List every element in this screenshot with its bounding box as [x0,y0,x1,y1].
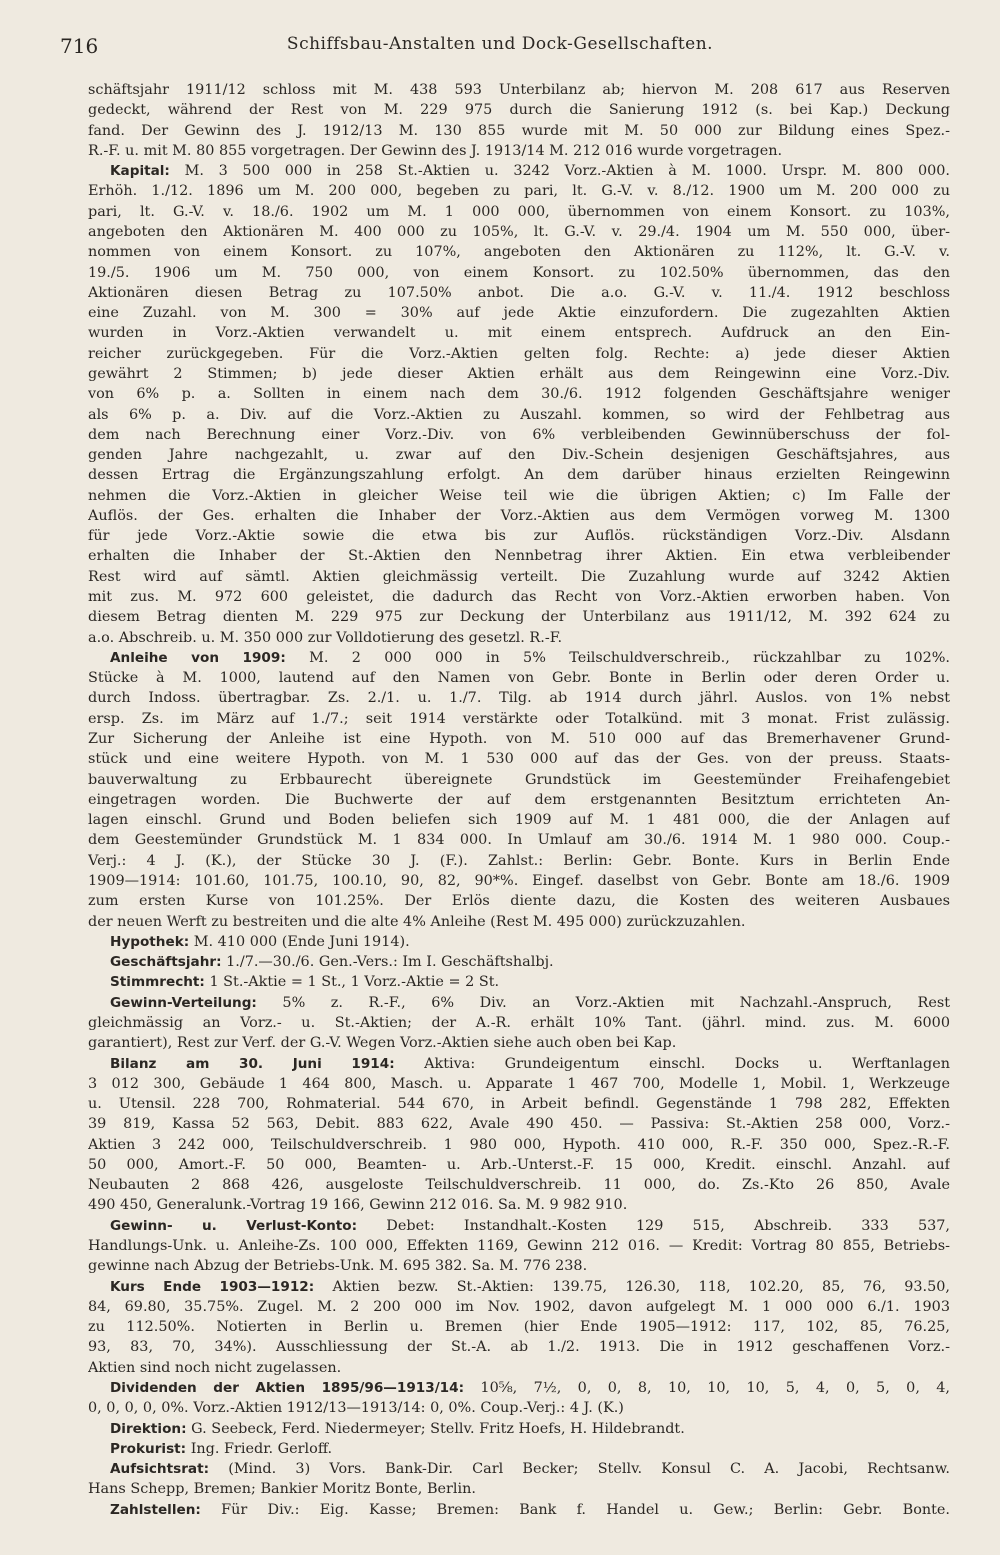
line-text: Ing. Friedr. Gerloff. [190,1440,333,1457]
line-text: M. 2 000 000 in 5% Teilschuldverschreib., rückzahlbar zu 102%. [309,649,950,666]
line-text: angeboten den Aktionären M. 400 000 zu 105%, lt. G.-V. v. 29./4. 1904 um M. 550 000, über- [88,223,950,240]
line-text: diesem Betrag dienten M. 229 975 zur Deckung der Unterbilanz aus 1911/12, M. 392 624 zu [88,609,950,626]
text-line [88,384,950,404]
line-text: eingetragen worden. Die Buchwerte der auf dem erstgenannten Besitztum errichteten An- [88,791,950,808]
section-keyword: Prokurist: [110,1440,187,1457]
text-line [88,607,950,627]
body-text [88,80,950,1520]
text-line [88,425,950,445]
text-line [88,628,950,648]
line-text: M. 410 000 (Ende Juni 1914). [193,933,410,950]
text-line [88,1277,950,1297]
text-line [88,587,950,607]
text-line [88,871,950,891]
text-line [88,749,950,769]
line-text: 0, 0, 0, 0, 0%. Vorz.-Aktien 1912/13—1913/14: 0, 0%. Coup.-Verj.: 4 J. (K.) [88,1400,624,1417]
page-header [0,34,1000,62]
line-text: M. 3 500 000 in 258 St.-Aktien u. 3242 Vorz.-Aktien à M. 1000. Urspr. M. 800 000. [184,163,950,180]
section-keyword: Kapital: [110,163,170,180]
text-line [88,891,950,911]
line-text: garantiert), Rest zur Verf. der G.-V. Wegen Vorz.-Aktien siehe auch oben bei Kap. [88,1035,677,1052]
line-text: gedeckt, während der Rest von M. 229 975 durch die Sanierung 1912 (s. bei Kap.) Deckung [88,102,950,119]
text-line [88,1317,950,1337]
text-line [88,344,950,364]
line-text: Für Div.: Eig. Kasse; Bremen: Bank f. Handel u. Gew.; Berlin: Gebr. Bonte. [221,1501,950,1518]
text-line [88,526,950,546]
text-line [88,546,950,566]
text-line [88,770,950,790]
text-line [88,1236,950,1256]
line-text: Aktien bezw. St.-Aktien: 139.75, 126.30, 118, 102.20, 85, 76, 93.50, [332,1278,950,1295]
text-line [88,567,950,587]
text-line [88,405,950,425]
text-line [88,161,950,181]
line-text: gewährt 2 Stimmen; b) jede dieser Aktien erhält aus dem Reingewinn eine Vorz.-Div. [88,365,950,382]
line-text: 84, 69.80, 35.75%. Zugel. M. 2 200 000 im Nov. 1902, davon aufgelegt M. 1 000 000 6./1. 1903 [88,1298,950,1315]
line-text: Aktien sind noch nicht zugelassen. [88,1359,342,1376]
text-line [88,668,950,688]
text-line [88,1256,950,1276]
text-line [88,242,950,262]
text-line [88,1216,950,1236]
line-text: 1./7.—30./6. Gen.-Vers.: Im I. Geschäftshalbj. [226,954,554,971]
line-text: Debet: Instandhalt.-Kosten 129 515, Abschreib. 333 537, [386,1217,950,1234]
text-line [88,181,950,201]
line-text: 93, 83, 70, 34%). Ausschliessung der St.-A. ab 1./2. 1913. Die in 1912 geschaffenen Vorz.- [88,1339,950,1356]
text-line [88,121,950,141]
text-line [88,222,950,242]
page-number: 716 [60,34,99,58]
text-line [88,932,950,952]
text-line [88,648,950,668]
text-line [88,303,950,323]
line-text: Zur Sicherung der Anleihe ist eine Hypoth. von M. 510 000 auf das Bremerhavener Grund- [88,731,950,747]
text-line [88,1195,950,1215]
line-text: Erhöh. 1./12. 1896 um M. 200 000, begeben zu pari, lt. G.-V. v. 8./12. 1900 um M. 200 000 zu [88,183,950,200]
text-line [88,1297,950,1317]
line-text: (Mind. 3) Vors. Bank-Dir. Carl Becker; Stellv. Konsul C. A. Jacobi, Rechtsanw. [228,1461,950,1478]
line-text: 39 819, Kassa 52 563, Debit. 883 622, Avale 490 450. — Passiva: St.-Aktien 258 000, Vorz.- [88,1116,950,1133]
text-line [88,810,950,830]
line-text: schäftsjahr 1911/12 schloss mit M. 438 593 Unterbilanz ab; hiervon M. 208 617 aus Reserven [88,82,950,98]
text-line [88,100,950,120]
line-text: dessen Ertrag die Ergänzungszahlung erfolgt. An dem darüber hinaus erzielten Reingewinn [88,467,950,484]
text-line [88,1013,950,1033]
line-text: nehmen die Vorz.-Aktien in gleicher Weise teil wie die übrigen Aktien; c) Im Falle der [88,487,950,504]
line-text: genden Jahre nachgezahlt, u. zwar auf den Div.-Schein desjenigen Geschäftsjahres, aus [88,447,950,464]
line-text: Handlungs-Unk. u. Anleihe-Zs. 100 000, Effekten 1169, Gewinn 212 016. — Kredit: Vortrag 80 855, Betriebs- [88,1238,950,1255]
line-text: Hans Schepp, Bremen; Bankier Moritz Bonte, Berlin. [88,1481,476,1498]
text-line [88,202,950,222]
line-text: Aktionären diesen Betrag zu 107.50% anbot. Die a.o. G.-V. v. 11./4. 1912 beschloss [88,284,950,301]
section-keyword: Direktion: [110,1420,187,1437]
text-line [88,1175,950,1195]
line-text: Aktiva: Grundeigentum einschl. Docks u. Werftanlagen [424,1055,950,1072]
line-text: reicher zurückgegeben. Für die Vorz.-Aktien gelten folg. Rechte: a) jede dieser Aktien [88,345,950,362]
line-text: mit zus. M. 972 600 geleistet, die dadurch das Recht von Vorz.-Aktien erworben haben. Von [88,589,950,606]
text-line [88,952,950,972]
text-line [88,1439,950,1459]
section-keyword: Kurs Ende 1903—1912: [110,1278,315,1295]
line-text: ersp. Zs. im März auf 1./7.; seit 1914 verstärkte oder Totalkünd. mit 3 monat. Frist zulässig. [88,710,950,727]
section-keyword: Geschäftsjahr: [110,954,222,971]
line-text: gleichmässig an Vorz.- u. St.-Aktien; der A.-R. erhält 10% Tant. (jährl. mind. zus. M. 6000 [88,1014,950,1031]
section-keyword: Hypothek: [110,933,190,950]
text-line [88,993,950,1013]
section-keyword: Zahlstellen: [110,1501,201,1518]
text-line [88,1155,950,1175]
line-text: bauverwaltung zu Erbbaurecht übereignete Grundstück im Geestemünder Freihafengebiet [88,771,950,788]
line-text: erhalten die Inhaber der St.-Aktien den Nennbetrag ihrer Aktien. Ein etwa verbleibender [88,548,950,565]
text-line [88,729,950,749]
line-text: eine Zuzahl. von M. 300 = 30% auf jede Aktie einzufordern. Die zugezahlten Aktien [88,305,950,322]
text-line [88,709,950,729]
line-text: G. Seebeck, Ferd. Niedermeyer; Stellv. Fritz Hoefs, H. Hildebrandt. [191,1420,685,1437]
line-text: pari, lt. G.-V. v. 18./6. 1902 um M. 1 000 000, übernommen von einem Konsort. zu 103%, [88,203,950,220]
text-line [88,1337,950,1357]
line-text: fand. Der Gewinn des J. 1912/13 M. 130 855 wurde mit M. 50 000 zur Bildung eines Spez.- [88,122,950,139]
line-text: 1909—1914: 101.60, 101.75, 100.10, 90, 82, 90*%. Eingef. daselbst von Gebr. Bonte am 18./6. 1909 [88,872,950,889]
line-text: nommen von einem Konsort. zu 107%, angeboten den Aktionären zu 112%, lt. G.-V. v. [88,244,950,261]
line-text: Auflös. der Ges. erhalten die Inhaber der Vorz.-Aktien aus dem Vermögen vorweg M. 1300 [88,507,950,524]
line-text: 1 St.-Aktie = 1 St., 1 Vorz.-Aktie = 2 St. [209,974,500,991]
line-text: von 6% p. a. Sollten in einem nach dem 30./6. 1912 folgenden Geschäftsjahre weniger [88,386,950,403]
text-line [88,283,950,303]
line-text: lagen einschl. Grund und Boden beliefen sich 1909 auf M. 1 481 000, die der Anlagen auf [88,812,950,829]
line-text: 490 450, Generalunk.-Vortrag 19 166, Gewinn 212 016. Sa. M. 9 982 910. [88,1197,628,1214]
text-line [88,1094,950,1114]
text-line [88,972,950,992]
line-text: für jede Vorz.-Aktie sowie die etwa bis zur Auflös. rückständigen Vorz.-Div. Alsdann [88,528,950,545]
line-text: Rest wird auf sämtl. Aktien gleichmässig verteilt. Die Zuzahlung wurde auf 3242 Aktien [88,568,950,585]
running-title: Schiffsbau-Anstalten und Dock-Gesellschaften. [286,34,714,54]
text-line [88,1419,950,1439]
text-line [88,851,950,871]
text-line [88,80,950,100]
line-text: dem nach Berechnung einer Vorz.-Div. von 6% verbleibenden Gewinnüberschuss der fol- [88,426,950,443]
text-line [88,465,950,485]
line-text: 50 000, Amort.-F. 50 000, Beamten- u. Arb.-Unterst.-F. 15 000, Kredit. einschl. Anzahl. auf [88,1156,950,1173]
text-line [88,1398,950,1418]
text-line [88,1114,950,1134]
line-text: u. Utensil. 228 700, Rohmaterial. 544 670, in Arbeit befindl. Gegenstände 1 798 282, Effekten [88,1096,950,1113]
line-text: der neuen Werft zu bestreiten und die alte 4% Anleihe (Rest M. 495 000) zurückzuzahlen. [88,913,746,930]
line-text: Stücke à M. 1000, lautend auf den Namen von Gebr. Bonte in Berlin oder deren Order u. [88,670,950,687]
text-line [88,323,950,343]
text-line [88,141,950,161]
text-line [88,364,950,384]
line-text: durch Indoss. übertragbar. Zs. 2./1. u. 1./7. Tilg. ab 1914 durch jährl. Auslos. von 1% nebst [88,690,950,707]
line-text: gewinne nach Abzug der Betriebs-Unk. M. 695 382. Sa. M. 776 238. [88,1258,588,1275]
line-text: Neubauten 2 868 426, ausgeloste Teilschuldverschreib. 11 000, do. Zs.-Kto 26 850, Avale [88,1177,950,1194]
line-text: als 6% p. a. Div. auf die Vorz.-Aktien zu Auszahl. kommen, so wird der Fehlbetrag aus [88,406,950,423]
text-line [88,1054,950,1074]
text-line [88,263,950,283]
text-line [88,506,950,526]
line-text: zu 112.50%. Notierten in Berlin u. Bremen (hier Ende 1905—1912: 117, 102, 85, 76.25, [88,1319,950,1336]
text-line [88,445,950,465]
line-text: wurden in Vorz.-Aktien verwandelt u. mit einem entsprech. Aufdruck an den Ein- [88,325,950,342]
text-line [88,1358,950,1378]
text-line [88,912,950,932]
section-keyword: Dividenden der Aktien 1895/96—1913/14: [110,1380,465,1396]
text-line [88,1033,950,1053]
text-line [88,1074,950,1094]
text-line [88,830,950,850]
line-text: stück und eine weitere Hypoth. von M. 1 530 000 auf das der Ges. von der preuss. Staats- [88,751,950,768]
text-line [88,688,950,708]
line-text: a.o. Abschreib. u. M. 350 000 zur Volldotierung des gesetzl. R.-F. [88,629,563,646]
section-keyword: Gewinn-Verteilung: [110,994,257,1011]
text-line [88,1459,950,1479]
section-keyword: Aufsichtsrat: [110,1461,209,1478]
section-keyword: Bilanz am 30. Juni 1914: [110,1055,395,1072]
text-line [88,486,950,506]
text-line [88,1479,950,1499]
section-keyword: Anleihe von 1909: [110,649,286,666]
line-text: dem Geestemünder Grundstück M. 1 834 000. In Umlauf am 30./6. 1914 M. 1 980 000. Coup.- [88,832,950,849]
text-line [88,790,950,810]
text-line [88,1500,950,1520]
section-keyword: Stimmrecht: [110,974,205,991]
line-text: 10⅝, 7½, 0, 0, 8, 10, 10, 10, 5, 4, 0, 5, 0, 4, [480,1380,950,1396]
line-text: Verj.: 4 J. (K.), der Stücke 30 J. (F.). Zahlst.: Berlin: Gebr. Bonte. Kurs in Berlin Ende [88,852,950,869]
text-line [88,1135,950,1155]
line-text: 5% z. R.-F., 6% Div. an Vorz.-Aktien mit Nachzahl.-Anspruch, Rest [282,994,950,1011]
line-text: 3 012 300, Gebäude 1 464 800, Masch. u. Apparate 1 467 700, Modelle 1, Mobil. 1, Werkzeuge [88,1075,950,1092]
line-text: R.-F. u. mit M. 80 855 vorgetragen. Der Gewinn des J. 1913/14 M. 212 016 wurde vorgetragen. [88,142,783,159]
line-text: Aktien 3 242 000, Teilschuldverschreib. 1 980 000, Hypoth. 410 000, R.-F. 350 000, Spez.-R.-F. [88,1136,950,1153]
line-text: zum ersten Kurse von 101.25%. Der Erlös diente dazu, die Kosten des weiteren Ausbaues [88,893,950,910]
line-text: 19./5. 1906 um M. 750 000, von einem Konsort. zu 102.50% übernommen, das den [88,264,950,281]
section-keyword: Gewinn- u. Verlust-Konto: [110,1217,358,1234]
text-line [88,1378,950,1398]
